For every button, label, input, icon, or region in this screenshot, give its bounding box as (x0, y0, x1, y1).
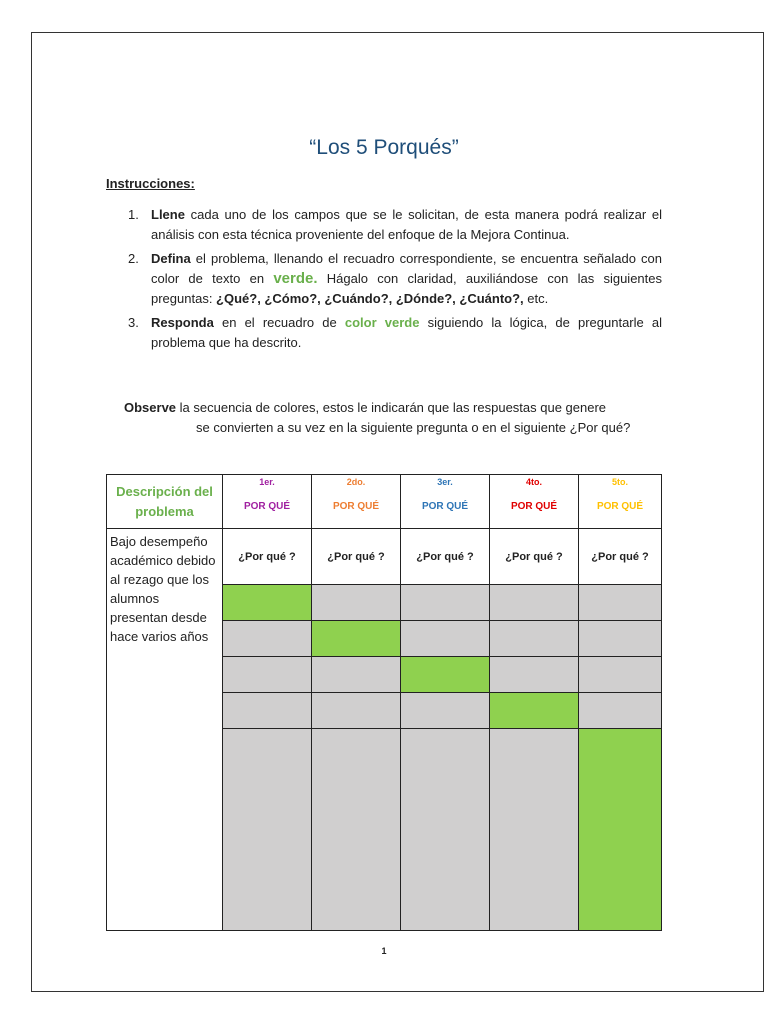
answer-cell[interactable] (312, 657, 401, 693)
observe-note (124, 398, 664, 438)
answer-cell[interactable] (223, 657, 312, 693)
answer-cell[interactable] (490, 621, 579, 657)
document-title: “Los 5 Porqués” (309, 136, 459, 159)
answer-cell[interactable] (490, 729, 579, 931)
answer-cell[interactable] (579, 585, 662, 621)
problem-description-cell[interactable]: Bajo desempeño académico debido al rezago que los alumnos presentan desde hace varios años (107, 529, 223, 931)
guiding-questions: ¿Qué?, ¿Cómo?, ¿Cuándo?, ¿Dónde?, ¿Cuánto?, (216, 291, 524, 306)
instruction-verb: Llene (151, 207, 185, 222)
why-question-2: ¿Por qué ? (312, 529, 401, 585)
answer-cell[interactable] (579, 621, 662, 657)
page-number: 1 (381, 946, 387, 956)
why-header-5 (579, 475, 662, 529)
answer-cell[interactable] (401, 729, 490, 931)
why-header-3 (401, 475, 490, 529)
instruction-number: 3. (128, 315, 139, 330)
answer-cell[interactable] (579, 657, 662, 693)
why-ordinal: 4to. (525, 477, 542, 487)
instruction-verb: Responda (151, 315, 214, 330)
answer-cell[interactable] (490, 657, 579, 693)
answer-cell[interactable] (312, 585, 401, 621)
answer-cell-green[interactable] (490, 693, 579, 729)
answer-cell[interactable] (312, 693, 401, 729)
question-row (107, 529, 662, 585)
answer-cell[interactable] (223, 729, 312, 931)
green-keyword: color verde (344, 315, 420, 330)
why-label: POR QUÉ (510, 501, 558, 512)
answer-cell[interactable] (579, 693, 662, 729)
why-question-5: ¿Por qué ? (579, 529, 662, 585)
answer-cell-green[interactable] (312, 621, 401, 657)
why-header-4 (490, 475, 579, 529)
five-whys-table (106, 474, 662, 931)
why-label: POR QUÉ (596, 501, 644, 512)
why-question-1: ¿Por qué ? (223, 529, 312, 585)
instruction-text: cada uno de los campos que se le solicitan, de esta manera podrá realizar el análisis con esta técnica proveniente del enfoque de la Mejora Continua. (151, 207, 662, 242)
instruction-text: siguiendo la lógica, de preguntarle al problema que ha descrito. (151, 315, 662, 350)
description-header: Descripción del problema (107, 475, 223, 529)
why-ordinal: 2do. (346, 477, 366, 487)
why-ordinal: 5to. (611, 477, 628, 487)
answer-cell[interactable] (223, 693, 312, 729)
instruction-text: en el recuadro de (213, 315, 345, 330)
instructions-list (128, 205, 662, 357)
instruction-text: Hágalo con claridad, auxiliándose con las siguientes preguntas: (151, 271, 662, 306)
why-label: POR QUÉ (332, 501, 380, 512)
answer-cell-green[interactable] (401, 657, 490, 693)
answer-cell[interactable] (223, 621, 312, 657)
instruction-text: etc. (523, 291, 549, 306)
instruction-item-2 (128, 249, 662, 309)
instruction-number: 2. (128, 251, 139, 266)
green-keyword: verde. (273, 270, 318, 287)
why-header-2 (312, 475, 401, 529)
why-ordinal: 1er. (259, 477, 275, 487)
answer-cell[interactable] (401, 621, 490, 657)
instructions-heading (106, 176, 195, 191)
why-header-1 (223, 475, 312, 529)
why-ordinal: 3er. (437, 477, 453, 487)
instruction-text: el problema, llenando el recuadro correspondiente, se encuentra señalado con color de texto en (151, 251, 662, 286)
why-label: POR QUÉ (243, 501, 291, 512)
instruction-verb: Defina (151, 251, 191, 266)
why-question-3: ¿Por qué ? (401, 529, 490, 585)
answer-cell[interactable] (312, 729, 401, 931)
instruction-item-1 (128, 205, 662, 245)
answer-cell[interactable] (490, 585, 579, 621)
instructions-heading-text: Instrucciones (106, 176, 191, 191)
observe-line-2: se convierten a su vez en la siguiente pregunta o en el siguiente ¿Por qué? (196, 420, 631, 435)
answer-cell[interactable] (401, 693, 490, 729)
why-question-4: ¿Por qué ? (490, 529, 579, 585)
why-label: POR QUÉ (421, 501, 469, 512)
instruction-item-3 (128, 313, 662, 353)
answer-cell[interactable] (401, 585, 490, 621)
answer-cell-green[interactable] (223, 585, 312, 621)
header-row (107, 475, 662, 529)
instructions-heading-colon: : (190, 176, 195, 191)
observe-line-1: la secuencia de colores, estos le indicarán que las respuestas que genere (176, 400, 607, 415)
observe-verb: Observe (124, 400, 177, 415)
instruction-number: 1. (128, 207, 139, 222)
answer-cell-green[interactable] (579, 729, 662, 931)
